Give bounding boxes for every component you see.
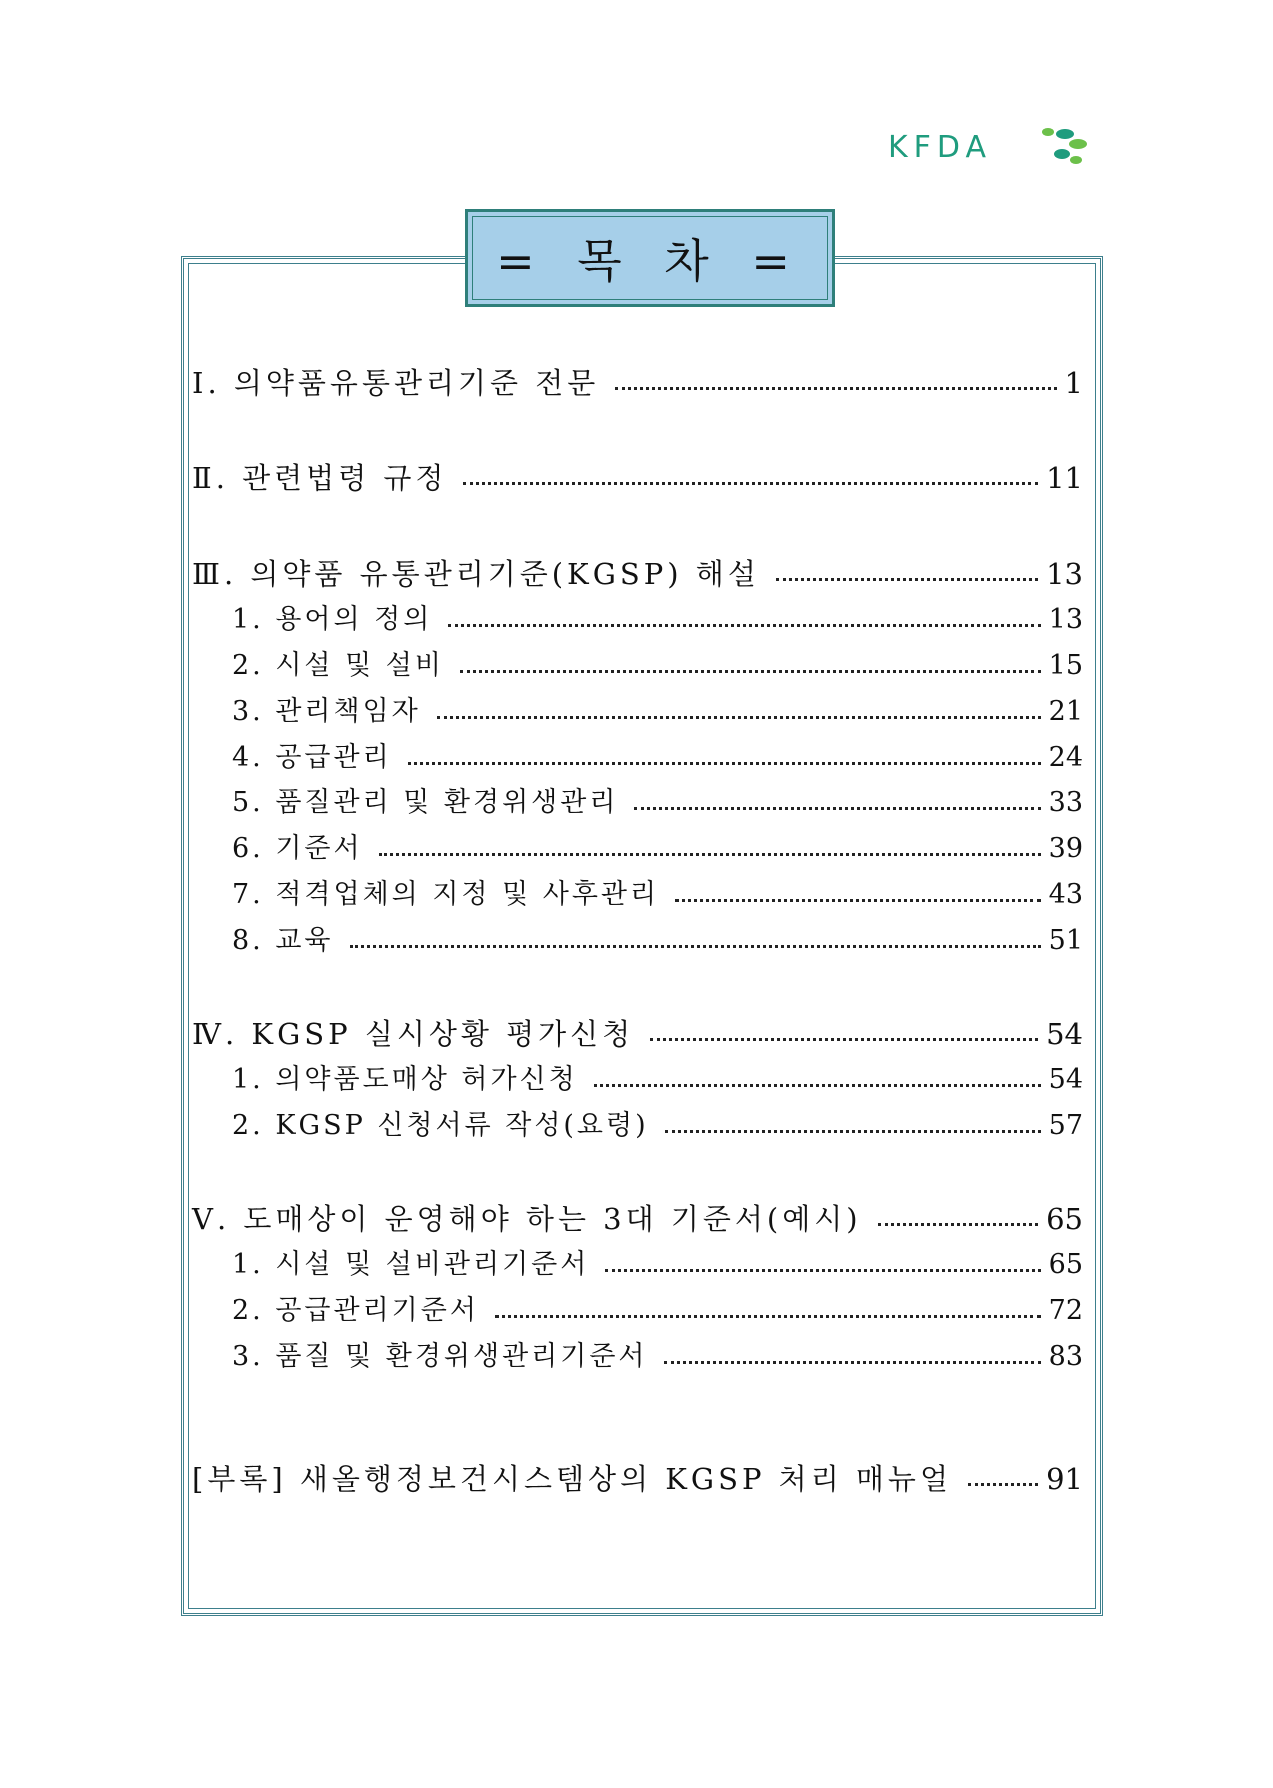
title-box: [465, 209, 835, 307]
toc-leader: [615, 387, 1057, 390]
toc-section: [0, 360, 1273, 406]
toc-label: 1. 용어의 정의: [232, 604, 433, 635]
toc-leader: [460, 670, 1041, 673]
toc-label: Ⅱ. 관련법령 규정: [192, 461, 448, 495]
toc-leader: [634, 807, 1041, 810]
toc-page-number: 91: [1046, 1462, 1083, 1496]
toc-subsection: [0, 780, 1273, 826]
toc-section: [0, 551, 1273, 597]
toc-label: Ⅲ. 의약품 유통관리기준(KGSP) 해설: [192, 557, 760, 591]
toc-page-number: 39: [1048, 833, 1083, 864]
toc-label: 7. 적격업체의 지정 및 사후관리: [232, 879, 660, 910]
toc-label: Ⅴ. 도매상이 운영해야 하는 3대 기준서(예시): [192, 1202, 862, 1236]
toc-page-number: 21: [1048, 696, 1083, 727]
toc-subsection: [0, 1288, 1273, 1334]
toc-label: 1. 시설 및 설비관리기준서: [232, 1249, 590, 1280]
toc-label: 3. 품질 및 환경위생관리기준서: [232, 1341, 648, 1372]
toc-page-number: 57: [1048, 1110, 1083, 1141]
toc-leader: [448, 624, 1041, 627]
kfda-logo: [888, 124, 1088, 172]
toc-page-number: 1: [1064, 366, 1083, 400]
toc-subsection: [0, 643, 1273, 689]
toc-subsection: [0, 689, 1273, 735]
toc-label: 4. 공급관리: [232, 742, 392, 773]
toc-subsection: [0, 918, 1273, 964]
toc-label: Ⅰ. 의약품유통관리기준 전문: [192, 366, 600, 400]
toc-leader: [665, 1130, 1041, 1133]
toc-leader: [968, 1483, 1038, 1486]
toc-label: 2. KGSP 신청서류 작성(요령): [232, 1110, 649, 1141]
toc-page-number: 33: [1048, 787, 1083, 818]
toc-label: 2. 공급관리기준서: [232, 1295, 479, 1326]
toc-leader: [675, 899, 1041, 902]
toc-page-number: 83: [1048, 1341, 1083, 1372]
toc-label: 2. 시설 및 설비: [232, 650, 444, 681]
toc-leader: [605, 1269, 1041, 1272]
toc-page-number: 24: [1048, 742, 1083, 773]
toc-leader: [495, 1315, 1041, 1318]
toc-subsection: [0, 735, 1273, 781]
toc-subsection: [0, 1057, 1273, 1103]
logo-text: KFDA: [888, 130, 993, 165]
toc-page-number: 43: [1048, 879, 1083, 910]
toc-section: [0, 1011, 1273, 1057]
toc-leader: [463, 482, 1038, 485]
toc-page-number: 65: [1046, 1202, 1083, 1236]
toc-label: 3. 관리책임자: [232, 696, 421, 727]
toc-label: 6. 기준서: [232, 833, 363, 864]
toc-label: [부록] 새올행정보건시스템상의 KGSP 처리 매뉴얼: [192, 1462, 952, 1496]
toc-label: Ⅳ. KGSP 실시상황 평가신청: [192, 1017, 635, 1051]
toc-page-number: 13: [1048, 604, 1083, 635]
toc-section: [0, 1456, 1273, 1502]
toc-page-number: 65: [1048, 1249, 1083, 1280]
toc-page-number: 11: [1046, 461, 1083, 495]
toc-leader: [437, 716, 1041, 719]
toc-leader: [650, 1038, 1038, 1041]
toc-leader: [408, 762, 1041, 765]
toc-page-number: 15: [1048, 650, 1083, 681]
page-title: = 목 차 =: [496, 234, 804, 288]
toc-leader: [878, 1223, 1038, 1226]
toc-page-number: 72: [1048, 1295, 1083, 1326]
toc-label: 5. 품질관리 및 환경위생관리: [232, 787, 619, 818]
toc-leader: [350, 945, 1041, 948]
toc-page-number: 54: [1046, 1017, 1083, 1051]
toc-leader: [379, 853, 1041, 856]
toc-subsection: [0, 1334, 1273, 1380]
toc-subsection: [0, 597, 1273, 643]
toc-section: [0, 455, 1273, 501]
toc-leader: [776, 578, 1038, 581]
toc-section: [0, 1196, 1273, 1242]
toc-page-number: 13: [1046, 557, 1083, 591]
toc-leader: [664, 1361, 1041, 1364]
toc-subsection: [0, 826, 1273, 872]
toc-label: 1. 의약품도매상 허가신청: [232, 1064, 578, 1095]
toc-page-number: 51: [1048, 925, 1083, 956]
toc-subsection: [0, 1103, 1273, 1149]
toc-subsection: [0, 872, 1273, 918]
toc-leader: [594, 1084, 1041, 1087]
toc-label: 8. 교육: [232, 925, 334, 956]
toc-page-number: 54: [1048, 1064, 1083, 1095]
toc-subsection: [0, 1242, 1273, 1288]
kfda-logo-mark-icon: [1038, 124, 1088, 168]
